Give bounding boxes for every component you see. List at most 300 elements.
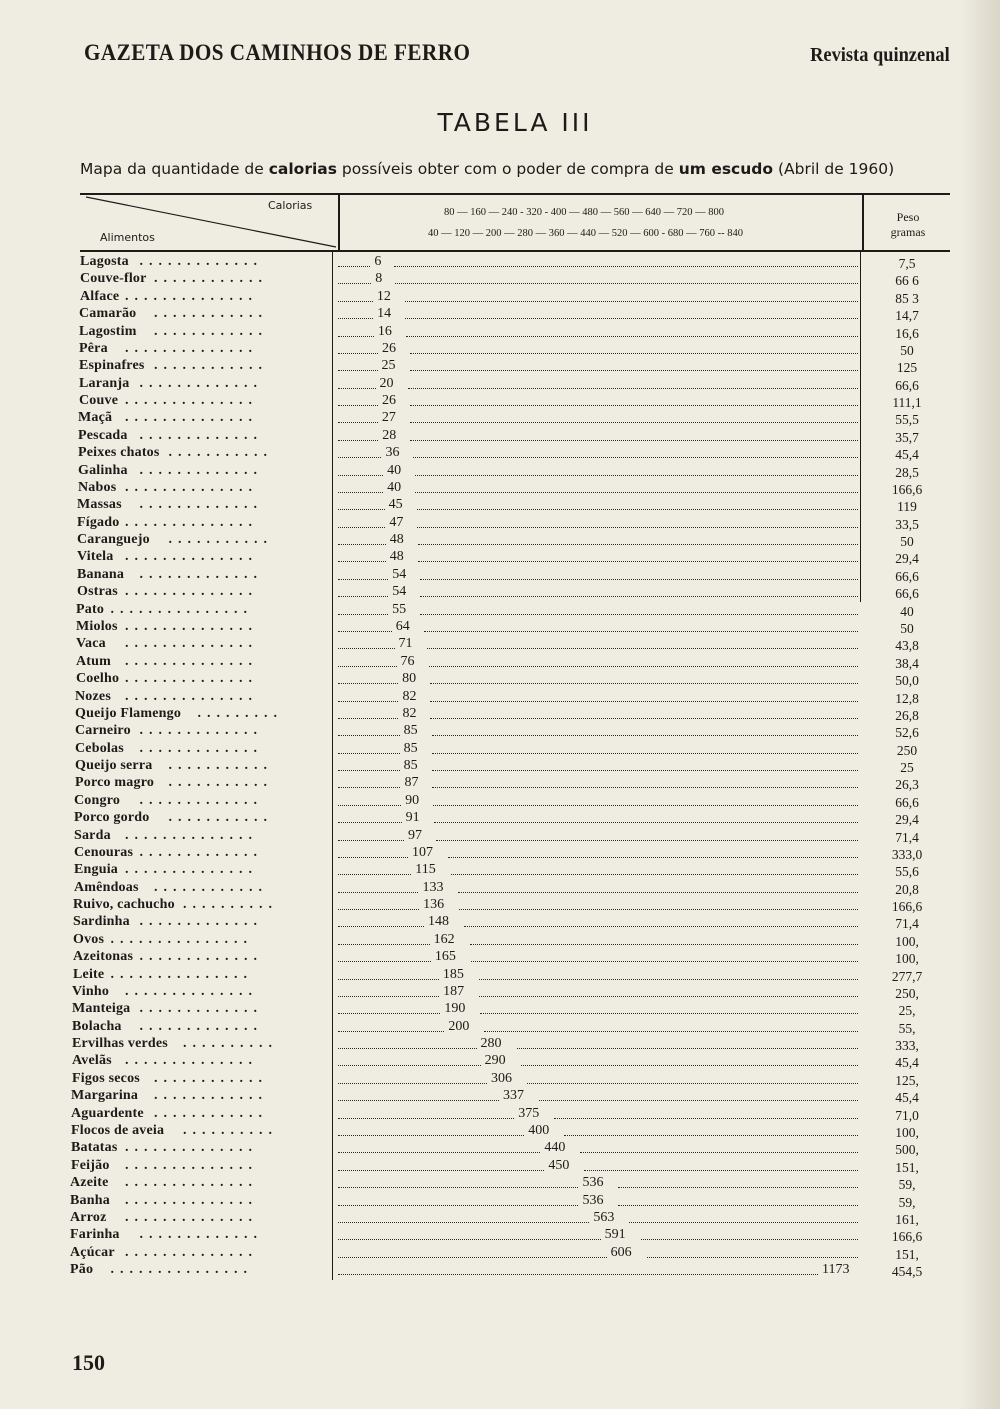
calorie-bar-leader xyxy=(338,1274,818,1275)
row-rule xyxy=(430,701,858,702)
calorie-bar-leader xyxy=(338,301,373,302)
calorie-bar-leader xyxy=(338,631,392,632)
food-name: Vinho xyxy=(72,983,110,999)
table-row xyxy=(0,879,1000,896)
food-name: Figos secos xyxy=(72,1070,140,1086)
calorie-value: 16 xyxy=(377,323,392,339)
calorie-bar-leader xyxy=(338,1135,524,1136)
row-rule xyxy=(479,979,858,980)
table-subtitle xyxy=(80,160,960,178)
row-rule xyxy=(629,1222,858,1223)
table-row xyxy=(0,444,1000,461)
row-rule xyxy=(484,1031,858,1032)
calorie-value: 97 xyxy=(407,827,422,843)
weight-grams: 66,6 xyxy=(895,377,919,393)
table-row xyxy=(0,253,1000,270)
calorie-value: 136 xyxy=(423,897,445,913)
table-row xyxy=(0,1052,1000,1069)
weight-grams: 71,4 xyxy=(895,829,919,845)
row-rule xyxy=(521,1065,858,1066)
dot-leader: .............. xyxy=(125,862,258,878)
calorie-value: 536 xyxy=(582,1192,604,1208)
food-name: Avelãs xyxy=(72,1053,112,1069)
calorie-bar-leader xyxy=(338,353,378,354)
weight-grams: 50 xyxy=(900,342,914,358)
row-rule xyxy=(417,527,858,528)
dot-leader: .............. xyxy=(125,653,258,669)
row-rule xyxy=(408,388,858,389)
header-alimentos: Alimentos xyxy=(100,231,155,244)
weight-grams: 166,6 xyxy=(891,481,923,497)
subtitle-part-bold: calorias xyxy=(268,160,337,178)
row-rule xyxy=(410,353,858,354)
table-row xyxy=(0,792,1000,809)
table-row xyxy=(0,757,1000,774)
food-name: Pescada xyxy=(78,427,128,443)
weight-grams: 333, xyxy=(895,1038,919,1054)
food-name: Flocos de aveia xyxy=(71,1123,165,1138)
food-name: Congro xyxy=(74,792,121,808)
row-rule xyxy=(415,492,858,493)
calorie-value: 45 xyxy=(388,497,403,513)
calorie-bar-leader xyxy=(338,961,431,962)
table-row xyxy=(0,983,1000,1000)
row-rule xyxy=(451,874,858,875)
dot-leader: ............ xyxy=(154,879,268,895)
calorie-bar-leader xyxy=(338,1257,607,1258)
row-rule xyxy=(405,301,858,302)
calorie-bar-leader xyxy=(338,770,400,771)
table-row xyxy=(0,1000,1000,1017)
table-row xyxy=(0,1261,1000,1278)
food-name: Manteiga xyxy=(72,1001,131,1017)
food-name: Sardinha xyxy=(73,914,130,930)
calorie-value: 85 xyxy=(403,740,418,756)
dot-leader: .............. xyxy=(125,618,258,634)
calorie-value: 400 xyxy=(528,1123,550,1138)
dot-leader: ............. xyxy=(139,1018,263,1034)
row-rule xyxy=(433,805,858,806)
subtitle-part: (Abril de 1960) xyxy=(773,160,895,178)
calorie-bar-leader xyxy=(338,979,439,980)
calorie-bar-leader xyxy=(338,440,378,441)
food-name: Ervilhas verdes xyxy=(72,1036,168,1052)
dot-leader: ............. xyxy=(139,914,263,930)
row-rule xyxy=(618,1187,858,1188)
dot-leader: .............. xyxy=(125,288,258,304)
food-name: Porco gordo xyxy=(74,810,150,826)
row-rule xyxy=(464,926,858,927)
calorie-value: 606 xyxy=(610,1244,632,1260)
food-name: Vitela xyxy=(77,549,114,565)
calorie-bar-leader xyxy=(338,1205,578,1206)
row-rule xyxy=(479,996,858,997)
calorie-bar-leader xyxy=(338,666,397,667)
dot-leader: .............. xyxy=(125,1140,258,1156)
dot-leader: .............. xyxy=(125,393,258,409)
calorie-value: 54 xyxy=(392,566,407,582)
food-name: Porco magro xyxy=(75,775,155,791)
dot-leader: ............. xyxy=(139,254,263,269)
food-name: Ostras xyxy=(77,584,118,600)
weight-grams: 33,5 xyxy=(895,516,919,532)
dot-leader: ............. xyxy=(139,949,263,965)
weight-grams: 85 3 xyxy=(895,290,919,306)
table-row xyxy=(0,688,1000,705)
weight-grams: 166,6 xyxy=(891,1229,923,1245)
table-row xyxy=(0,966,1000,983)
publication-frequency: Revista quinzenal xyxy=(810,44,950,66)
weight-grams: 333,0 xyxy=(891,846,923,862)
row-rule xyxy=(554,1118,858,1119)
table-row xyxy=(0,427,1000,444)
calorie-scale-bottom: 40 — 120 — 200 — 280 — 360 — 440 — 520 — 600 - 680 — 760 -- 840 xyxy=(428,228,743,239)
weight-grams: 50 xyxy=(900,534,914,550)
subtitle-part-bold: um escudo xyxy=(678,160,774,178)
row-rule xyxy=(418,561,858,562)
table-row xyxy=(0,861,1000,878)
dot-leader: ........... xyxy=(168,810,273,826)
table-row xyxy=(0,566,1000,583)
food-name: Coelho xyxy=(76,671,120,687)
calorie-value: 55 xyxy=(392,601,407,617)
table-row xyxy=(0,948,1000,965)
weight-grams: 50 xyxy=(900,620,914,636)
weight-grams: 250, xyxy=(895,985,919,1001)
calorie-bar-leader xyxy=(338,892,418,893)
row-rule xyxy=(406,336,858,337)
weight-grams: 100, xyxy=(895,933,919,949)
table-row xyxy=(0,531,1000,548)
dot-leader: ............... xyxy=(110,966,253,982)
calorie-bar-leader xyxy=(338,787,400,788)
row-rule xyxy=(427,648,858,649)
calorie-bar-leader xyxy=(338,874,411,875)
calorie-value: 187 xyxy=(443,983,465,999)
weight-grams: 55,6 xyxy=(895,864,919,880)
calorie-value: 27 xyxy=(381,410,396,426)
weight-grams: 25, xyxy=(898,1003,916,1019)
row-rule xyxy=(432,753,858,754)
calorie-value: 64 xyxy=(395,618,410,634)
calorie-value: 450 xyxy=(548,1157,570,1173)
table-row xyxy=(0,1174,1000,1191)
row-rule xyxy=(459,909,858,910)
subtitle-part: Mapa da quantidade de xyxy=(80,160,269,178)
calorie-value: 563 xyxy=(593,1209,615,1225)
weight-grams: 25 xyxy=(900,760,914,776)
row-rule xyxy=(470,944,858,945)
calorie-bar-leader xyxy=(338,1065,481,1066)
table-row xyxy=(0,1070,1000,1087)
row-rule xyxy=(430,718,858,719)
table-row xyxy=(0,705,1000,722)
table-row xyxy=(0,1122,1000,1139)
dot-leader: ............ xyxy=(154,1070,268,1086)
dot-leader: ............. xyxy=(139,1001,263,1017)
weight-grams: 40 xyxy=(900,603,914,619)
weight-grams: 151, xyxy=(895,1159,919,1175)
calorie-value: 14 xyxy=(377,306,392,322)
food-name: Margarina xyxy=(71,1088,139,1104)
calorie-bar-leader xyxy=(338,388,376,389)
calorie-bar-leader xyxy=(338,805,401,806)
dot-leader: .............. xyxy=(125,584,258,600)
row-rule xyxy=(471,961,858,962)
table-row xyxy=(0,392,1000,409)
calorie-value: 190 xyxy=(444,1001,466,1017)
dot-leader: ............ xyxy=(154,1105,268,1121)
table-row xyxy=(0,601,1000,618)
food-name: Banha xyxy=(70,1192,110,1208)
table-row xyxy=(0,722,1000,739)
calorie-bar-leader xyxy=(338,579,388,580)
food-name: Azeite xyxy=(70,1175,109,1191)
calorie-value: 71 xyxy=(398,636,413,652)
food-name: Espinafres xyxy=(79,358,145,374)
food-name: Cebolas xyxy=(75,740,124,756)
calorie-value: 165 xyxy=(434,949,456,965)
weight-grams: 16,6 xyxy=(895,325,919,341)
weight-grams: 52,6 xyxy=(895,725,919,741)
table-row xyxy=(0,1192,1000,1209)
calorie-value: 40 xyxy=(387,462,402,478)
calorie-value: 440 xyxy=(544,1140,566,1156)
calorie-value: 280 xyxy=(480,1036,502,1052)
food-name: Caranguejo xyxy=(77,532,150,548)
food-name: Pêra xyxy=(79,340,108,356)
table-row xyxy=(0,409,1000,426)
dot-leader: ............ xyxy=(154,1088,268,1104)
row-rule xyxy=(564,1135,858,1136)
food-name: Couve-flor xyxy=(80,271,147,287)
row-rule xyxy=(420,614,858,615)
food-name: Ovos xyxy=(73,931,105,947)
calorie-bar-leader xyxy=(338,370,378,371)
food-name: Azeitonas xyxy=(73,949,134,965)
weight-grams: 45,4 xyxy=(895,1055,919,1071)
calorie-value: 6 xyxy=(374,254,382,269)
row-rule xyxy=(434,822,858,823)
food-name: Queijo Flamengo xyxy=(75,705,182,721)
dot-leader: .......... xyxy=(183,1036,278,1052)
calorie-value: 536 xyxy=(582,1175,604,1191)
food-name: Banana xyxy=(77,566,125,582)
calorie-bar-leader xyxy=(338,648,395,649)
row-rule xyxy=(430,683,858,684)
weight-grams: 66,6 xyxy=(895,794,919,810)
weight-grams: 45,4 xyxy=(895,447,919,463)
calorie-bar-leader xyxy=(338,405,378,406)
dot-leader: .............. xyxy=(125,549,258,565)
calorie-bar-leader xyxy=(338,909,419,910)
table-row xyxy=(0,1226,1000,1243)
food-name: Aguardente xyxy=(71,1105,144,1121)
dot-leader: .............. xyxy=(125,1157,258,1173)
row-rule xyxy=(410,422,858,423)
food-name: Feijão xyxy=(71,1157,110,1173)
calorie-bar-leader xyxy=(338,1118,514,1119)
food-name: Carneiro xyxy=(75,723,131,739)
dot-leader: ............. xyxy=(139,566,263,582)
dot-leader: .............. xyxy=(125,1209,258,1225)
calorie-bar-leader xyxy=(338,1083,487,1084)
food-name: Pato xyxy=(76,601,105,617)
row-rule xyxy=(410,440,858,441)
table-row xyxy=(0,270,1000,287)
table-row xyxy=(0,496,1000,513)
weight-grams: 66 6 xyxy=(895,273,919,289)
dot-leader: ............. xyxy=(139,740,263,756)
food-name: Amêndoas xyxy=(74,879,139,895)
row-rule xyxy=(647,1257,858,1258)
table-row xyxy=(0,288,1000,305)
weight-grams: 151, xyxy=(895,1246,919,1262)
table-row xyxy=(0,931,1000,948)
food-name: Massas xyxy=(77,497,122,513)
calorie-value: 148 xyxy=(427,914,449,930)
table-row xyxy=(0,1244,1000,1261)
weight-grams: 38,4 xyxy=(895,655,919,671)
calorie-bar-leader xyxy=(338,614,388,615)
table-row xyxy=(0,913,1000,930)
dot-leader: ........... xyxy=(168,775,273,791)
food-name: Galinha xyxy=(78,462,128,478)
calorie-bar-leader xyxy=(338,266,370,267)
calorie-value: 133 xyxy=(422,879,444,895)
calorie-bar-leader xyxy=(338,1013,440,1014)
food-name: Maçã xyxy=(78,410,113,426)
table-row xyxy=(0,774,1000,791)
subtitle-part: possíveis obter com o poder de compra de xyxy=(336,160,679,178)
calorie-value: 20 xyxy=(379,375,394,391)
weight-grams: 66,6 xyxy=(895,568,919,584)
weight-grams: 125 xyxy=(896,360,918,376)
table-row xyxy=(0,1035,1000,1052)
dot-leader: .............. xyxy=(125,827,258,843)
dot-leader: .............. xyxy=(125,636,258,652)
weight-grams: 26,3 xyxy=(895,777,919,793)
dot-leader: .......... xyxy=(183,897,278,913)
calorie-bar-leader xyxy=(338,422,378,423)
dot-leader: ........... xyxy=(168,758,273,774)
food-name: Pão xyxy=(70,1262,94,1278)
dot-leader: .............. xyxy=(125,410,258,426)
calorie-bar-leader xyxy=(338,318,373,319)
dot-leader: ............. xyxy=(139,723,263,739)
row-rule xyxy=(458,892,858,893)
weight-grams: 100, xyxy=(895,1125,919,1140)
dot-leader: ............. xyxy=(139,792,263,808)
table-row xyxy=(0,357,1000,374)
weight-grams: 100, xyxy=(895,951,919,967)
table-row xyxy=(0,462,1000,479)
weight-grams: 28,5 xyxy=(895,464,919,480)
calorie-bar-leader xyxy=(338,718,398,719)
weight-grams: 250 xyxy=(896,742,918,758)
weight-grams: 59, xyxy=(898,1194,916,1210)
calorie-bar-leader xyxy=(338,527,385,528)
dot-leader: .............. xyxy=(125,983,258,999)
table-row xyxy=(0,305,1000,322)
calorie-value: 85 xyxy=(403,758,418,774)
row-rule xyxy=(405,318,858,319)
table-row xyxy=(0,583,1000,600)
weight-grams: 277,7 xyxy=(891,968,923,984)
weight-grams: 45,4 xyxy=(895,1090,919,1106)
table-row xyxy=(0,670,1000,687)
calorie-value: 26 xyxy=(381,340,396,356)
weight-grams: 55, xyxy=(898,1020,916,1036)
food-name: Atum xyxy=(76,653,112,669)
calorie-bar-leader xyxy=(338,1100,499,1101)
food-name: Sarda xyxy=(74,827,111,843)
weight-grams: 29,4 xyxy=(895,812,919,828)
calorie-bar-leader xyxy=(338,944,430,945)
calorie-bar-leader xyxy=(338,1152,540,1153)
dot-leader: ............ xyxy=(154,358,268,374)
dot-leader: .............. xyxy=(125,1053,258,1069)
row-rule xyxy=(432,770,858,771)
table-row xyxy=(0,1105,1000,1122)
weight-grams: 71,0 xyxy=(895,1107,919,1123)
calorie-bar-leader xyxy=(338,1222,589,1223)
food-name: Camarão xyxy=(79,306,137,322)
calorie-value: 1173 xyxy=(822,1262,850,1278)
row-rule xyxy=(429,666,858,667)
calorie-bar-leader xyxy=(338,596,388,597)
calorie-value: 54 xyxy=(392,584,407,600)
dot-leader: ............... xyxy=(110,601,253,617)
row-rule xyxy=(539,1100,858,1101)
food-name: Batatas xyxy=(71,1140,118,1156)
food-name: Farinha xyxy=(70,1227,120,1243)
dot-leader: ......... xyxy=(197,705,283,721)
table-row xyxy=(0,896,1000,913)
calorie-bar-leader xyxy=(338,926,424,927)
row-rule xyxy=(436,840,858,841)
row-rule xyxy=(418,544,858,545)
calorie-value: 87 xyxy=(404,775,419,791)
table-row xyxy=(0,1209,1000,1226)
dot-leader: .............. xyxy=(125,514,258,530)
column-divider-left xyxy=(338,195,340,251)
calorie-bar-leader xyxy=(338,336,374,337)
dot-leader: ............ xyxy=(154,271,268,287)
header-calorias: Calorias xyxy=(268,199,313,212)
food-name: Peixes chatos xyxy=(78,445,160,461)
food-name: Lagosta xyxy=(80,254,129,269)
calorie-value: 36 xyxy=(385,445,400,461)
calorie-bar-leader xyxy=(338,683,398,684)
row-rule xyxy=(641,1239,858,1240)
row-rule xyxy=(584,1170,858,1171)
table-row xyxy=(0,1157,1000,1174)
table-row xyxy=(0,548,1000,565)
row-rule xyxy=(618,1205,858,1206)
dot-leader: .............. xyxy=(125,340,258,356)
food-name: Nozes xyxy=(75,688,111,704)
table-row xyxy=(0,1087,1000,1104)
dot-leader: ............. xyxy=(139,497,263,513)
weight-grams: 12,8 xyxy=(895,690,919,706)
calorie-value: 591 xyxy=(604,1227,626,1243)
calorie-value: 337 xyxy=(502,1088,524,1104)
dot-leader: ............. xyxy=(139,427,263,443)
calorie-value: 8 xyxy=(375,271,383,287)
calorie-value: 185 xyxy=(442,966,464,982)
calorie-bar-leader xyxy=(338,283,371,284)
